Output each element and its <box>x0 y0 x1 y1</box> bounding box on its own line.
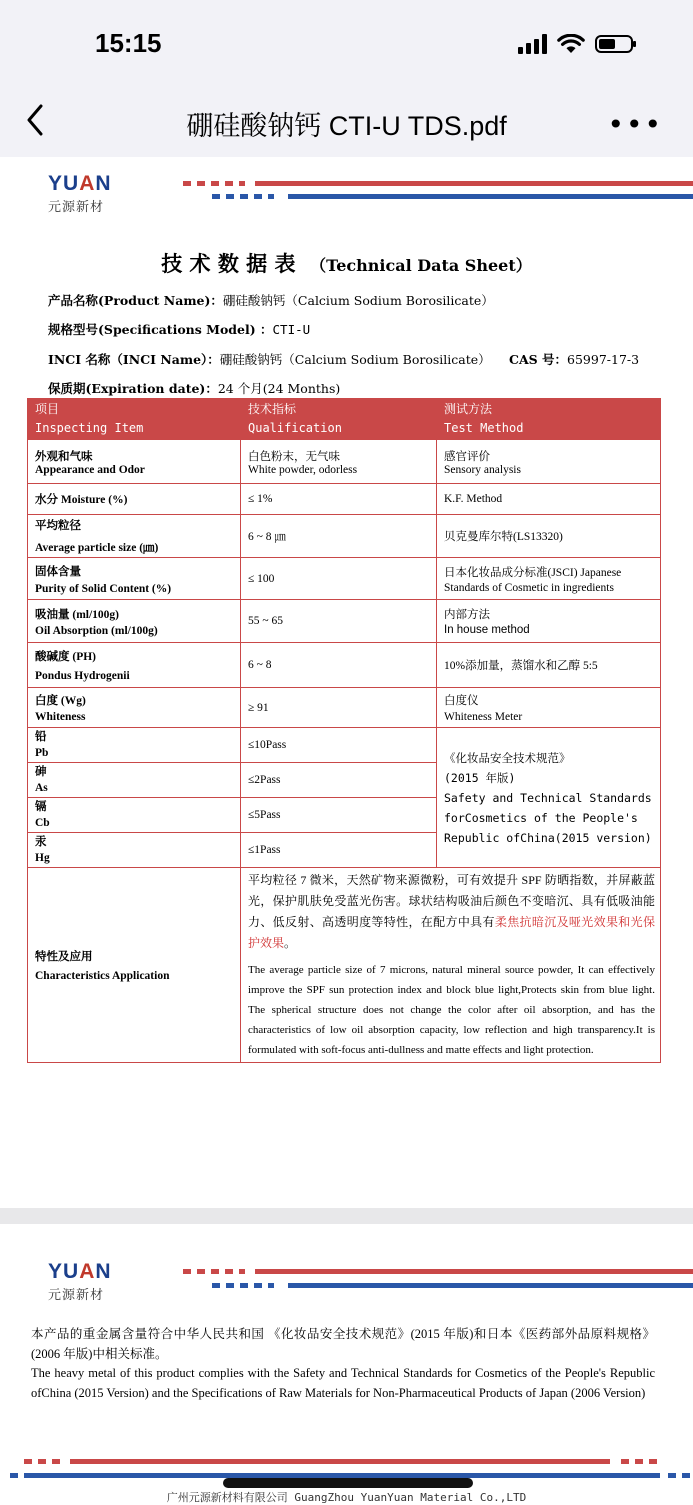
table-row: 固体含量 Purity of Solid Content (%) ≤ 100 日本化妆品成分标准(JSCI) Japanese Standards of Cosmetic in ingredients <box>28 558 661 600</box>
table-row: 汞 Hg ≤1Pass <box>28 833 661 868</box>
table-row: 铅 Pb ≤10Pass 《化妆品安全技术规范》 (2015 年版) Safety and Technical Standards forCosmetics of the People's Republic ofChina(2015 version) <box>28 728 661 763</box>
table-row: 砷 As ≤2Pass <box>28 763 661 798</box>
characteristics-en: The average particle size of 7 microns, natural mineral source powder, It can effectively improve the SPF sun protection index and block blue light,Protects skin from blue light. The spherical structure does not change the color after oil absorption, and has the characteristics of low oil absorption capacity, low reflection and high transparency.It is formulated with soft-focus anti-dullness and matte effects and light protection. <box>248 964 655 1056</box>
cas-number: CAS 号：65997-17-3 <box>509 352 640 367</box>
cellular-signal-icon <box>518 34 547 54</box>
heavy-metal-test-method: 《化妆品安全技术规范》 (2015 年版) Safety and Technical Standards forCosmetics of the People's Republic ofChina(2015 version) <box>437 728 661 868</box>
heavy-metal-note-en: The heavy metal of this product complies with the Safety and Technical Standards for Cosmetics of the People's Republic ofChina (2015 Version) and the Specifications of Raw Materials for Non-Pharmaceutical Products of Japan (2006 Version) <box>31 1366 655 1400</box>
header-stripe-blue <box>288 194 693 199</box>
status-time: 15:15 <box>95 28 162 58</box>
logo-brand: YUAN <box>48 172 112 195</box>
header-inspecting-item: 项目 Inspecting Item <box>28 399 241 440</box>
status-icons <box>518 34 633 54</box>
table-row: 平均粒径 Average particle size (㎛) 6 ~ 8 ㎛ 贝克曼库尔特(LS13320) <box>28 515 661 558</box>
header-stripe-red <box>255 181 693 186</box>
spec-table <box>27 398 661 1063</box>
header-qualification: 技术指标 Qualification <box>241 399 437 440</box>
table-row: 白度 (Wg) Whiteness ≥ 91 白度仪 Whiteness Meter <box>28 688 661 728</box>
table-row: 水分 Moisture (%) ≤ 1% K.F. Method <box>28 484 661 515</box>
company-footer: 广州元源新材料有限公司 GuangZhou YuanYuan Material Co.,LTD <box>166 1491 527 1504</box>
characteristics-zh: 平均粒径 7 微米，天然矿物来源微粉，可有效提升 SPF 防晒指数，并屏蔽蓝光，保护肌肤免受蓝光伤害。球状结构吸油后颜色不变暗沉、具有低吸油能力、低反射、高透明度等特性，在配方中具有柔焦抗暗沉及哑光效果和光保护效果。 <box>248 873 655 950</box>
page-divider <box>0 1208 693 1224</box>
table-row: 吸油量 (ml/100g) Oil Absorption (ml/100g) 55 ~ 65 内部方法 In house method <box>28 600 661 643</box>
top-bar <box>0 0 693 157</box>
home-indicator[interactable] <box>223 1478 473 1488</box>
heavy-metal-note-zh: 本产品的重金属含量符合中华人民共和国 《化妆品安全技术规范》(2015 年版)和日本《医药部外品原料规格》(2006 年版)中相关标准。 <box>31 1327 655 1361</box>
battery-icon <box>595 35 633 53</box>
wifi-icon <box>557 34 585 54</box>
logo-subtitle: 元源新材 <box>48 1288 105 1303</box>
inci-name: INCI 名称（INCI Name）：硼硅酸钠钙（Calcium Sodium Borosilicate） <box>48 352 491 367</box>
header-test-method: 测试方法 Test Method <box>437 399 661 440</box>
table-header <box>28 399 661 440</box>
specifications-model: 规格型号(Specifications Model) ：CTI-U <box>48 322 311 337</box>
characteristics-row: 特性及应用 Characteristics Application 平均粒径 7 微米，天然矿物来源微粉，可有效提升 SPF 防晒指数，并屏蔽蓝光，保护肌肤免受蓝光伤害。球状结构吸油后颜色不变暗沉、具有低吸油能力、低反射、高透明度等特性，在配方中具有柔焦抗暗沉及哑光效果和光保护效果。 The average particle size of 7 microns, natural mineral source powder, It can effectively improve the SPF sun protection index and block blue light,Protects skin from blue light. The spherical structure does not change the color after oil absorption, and has the characteristics of low oil absorption capacity, low reflection and high transparency.It is formulated with soft-focus anti-dullness and matte effects and light protection. <box>28 868 661 1063</box>
expiration-date: 保质期(Expiration date)：24 个月(24 Months) <box>48 381 341 396</box>
logo-subtitle: 元源新材 <box>48 200 105 215</box>
logo-brand: YUAN <box>48 1260 112 1283</box>
table-row: 镉 Cb ≤5Pass <box>28 798 661 833</box>
table-row: 外观和气味 Appearance and Odor 白色粉末，无气味 White powder, odorless 感官评价 Sensory analysis <box>28 440 661 484</box>
sheet-title: 技 术 数 据 表 （Technical Data Sheet） <box>161 251 532 276</box>
more-options-icon[interactable]: ••• <box>607 108 663 141</box>
brand-logo <box>48 172 112 215</box>
table-row: 酸碱度 (PH) Pondus Hydrogenii 6 ~ 8 10%添加量，蒸馏水和乙醇 5:5 <box>28 643 661 688</box>
document-title: 硼硅酸钠钙 CTI-U TDS.pdf <box>186 111 507 141</box>
brand-logo-page-2 <box>48 1260 112 1303</box>
product-name: 产品名称(Product Name)：硼硅酸钠钙（Calcium Sodium Borosilicate） <box>48 293 494 308</box>
